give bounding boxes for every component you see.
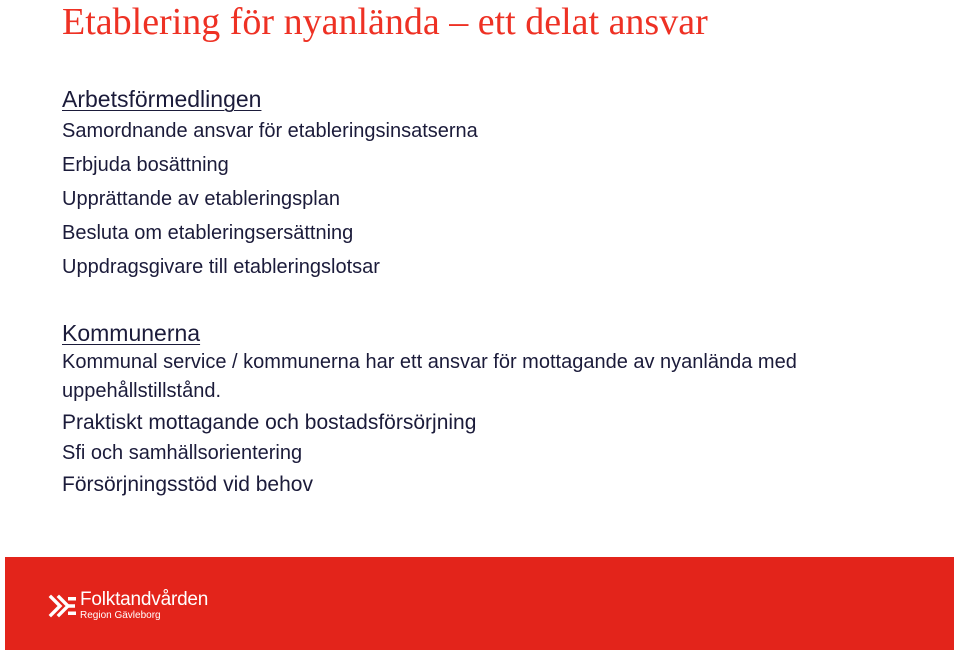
list-item: Samordnande ansvar för etableringsinsatserna — [62, 120, 478, 142]
list-item: Sfi och samhällsorientering — [62, 442, 303, 464]
footer-logo — [48, 588, 208, 624]
logo-name: Folktandvården — [80, 589, 209, 610]
logo-subtitle: Region Gävleborg — [80, 610, 161, 621]
list-item: Praktiskt mottagande och bostadsförsörjning — [62, 411, 477, 434]
list-item: Besluta om etableringsersättning — [62, 222, 354, 244]
list-item: Försörjningsstöd vid behov — [62, 473, 313, 496]
list-item: Erbjuda bosättning — [62, 154, 229, 176]
footer-banner — [5, 557, 954, 650]
section-heading-kommunerna: Kommunerna — [62, 320, 201, 346]
section-arbetsformedlingen — [62, 84, 478, 284]
section-heading-arbetsformedlingen: Arbetsförmedlingen — [62, 86, 262, 112]
list-item: Upprättande av etableringsplan — [62, 188, 340, 210]
page-title: Etablering för nyanlända – ett delat ansvar — [62, 1, 708, 43]
list-item: Kommunal service / kommunerna har ett ansvar för mottagande av nyanlända med uppehållstillstånd. — [62, 351, 797, 402]
section-kommunerna — [62, 318, 922, 501]
folktandvarden-logo-icon — [48, 591, 78, 621]
list-item: Uppdragsgivare till etableringslotsar — [62, 256, 380, 278]
